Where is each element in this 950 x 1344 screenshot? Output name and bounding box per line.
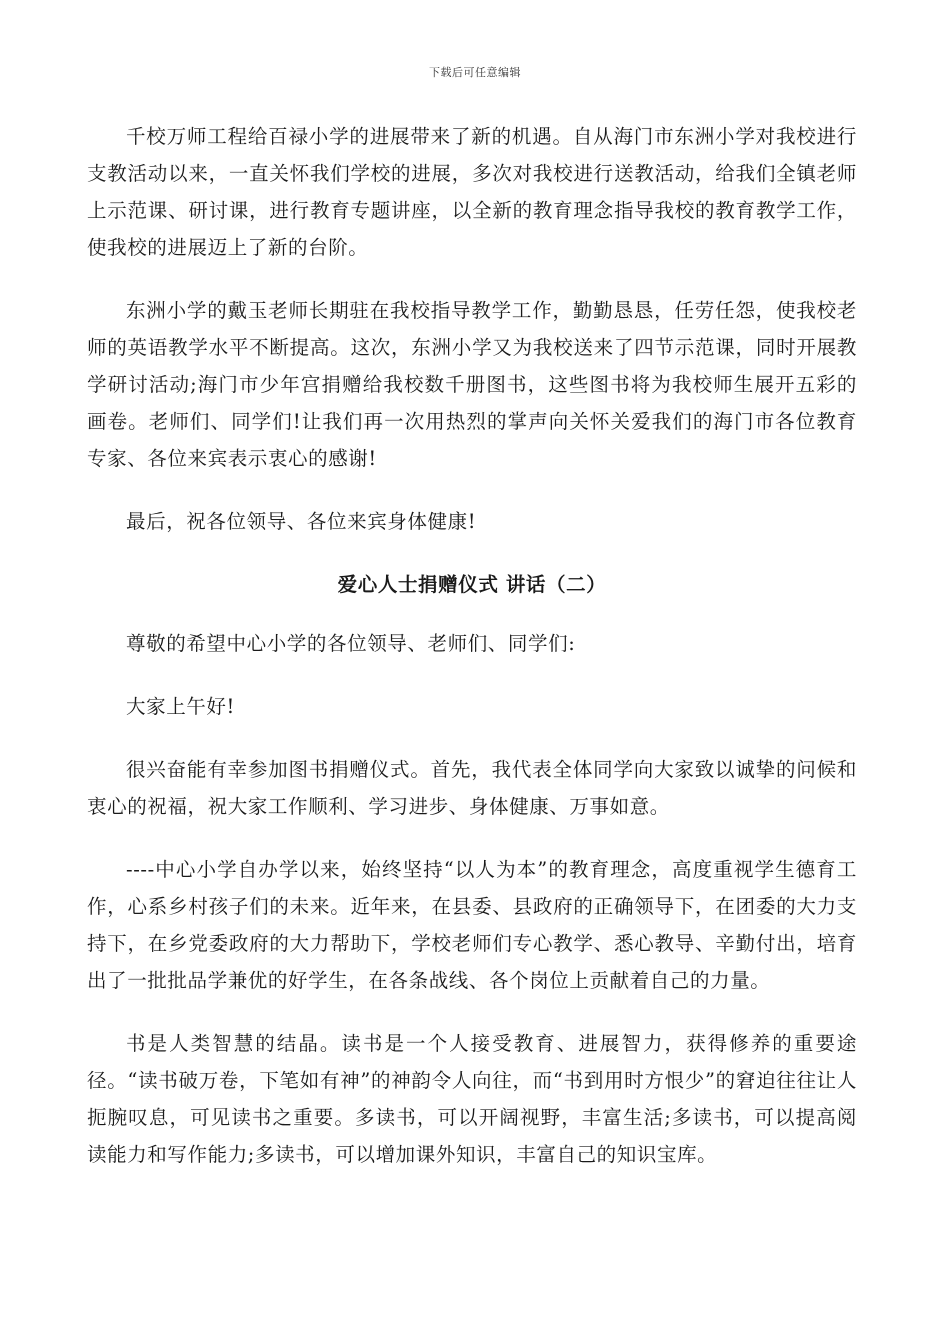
greeting: 大家上午好! [126, 695, 235, 718]
paragraph-7: ----中心小学自办学以来，始终坚持“以人为本”的教育理念，高度重视学生德育工作，心系乡村孩子们的未来。近年来，在县委、县政府的正确领导下，在团委的大力支持下，在乡党委政府的大力帮助下，学校老师们专心教学、悉心教导、辛勤付出，培育出了一批批品学兼优的好学生，在各条战线、各个岗位上贡献着自己的力量。 [87, 858, 857, 992]
paragraph-3: 最后，祝各位领导、各位来宾身体健康! [126, 510, 477, 533]
paragraph-8: 书是人类智慧的结晶。读书是一个人接受教育、进展智力，获得修养的重要途径。“读书破万卷，下笔如有神”的神韵令人向往，而“书到用时方恨少”的窘迫往往让人扼腕叹息，可见读书之重要。多读书，可以开阔视野，丰富生活;多读书，可以提高阅读能力和写作能力;多读书，可以增加课外知识，丰富自己的知识宝库。 [87, 1032, 857, 1166]
salutation: 尊敬的希望中心小学的各位领导、老师们、同学们: [126, 632, 576, 655]
paragraph-2: 东洲小学的戴玉老师长期驻在我校指导教学工作，勤勤恳恳，任劳任怨，使我校老师的英语教学水平不断提高。这次，东洲小学又为我校送来了四节示范课，同时开展教学研讨活动;海门市少年宫捐赠给我校数千册图书，这些图书将为我校师生展开五彩的画卷。老师们、同学们!让我们再一次用热烈的掌声向关怀关爱我们的海门市各位教育专家、各位来宾表示衷心的感谢! [87, 299, 857, 470]
page-header: 下载后可任意编辑 [429, 66, 521, 79]
paragraph-1: 千校万师工程给百禄小学的进展带来了新的机遇。自从海门市东洲小学对我校进行支教活动以来，一直关怀我们学校的进展，多次对我校进行送教活动，给我们全镇老师上示范课、研讨课，进行教育专题讲座，以全新的教育理念指导我校的教育教学工作，使我校的进展迈上了新的台阶。 [87, 125, 857, 259]
section-title: 爱心人士捐赠仪式 讲话（二） [337, 573, 607, 596]
document-body [87, 118, 857, 1199]
paragraph-6: 很兴奋能有幸参加图书捐赠仪式。首先，我代表全体同学向大家致以诚挚的问候和衷心的祝福，祝大家工作顺利、学习进步、身体健康、万事如意。 [87, 758, 857, 818]
